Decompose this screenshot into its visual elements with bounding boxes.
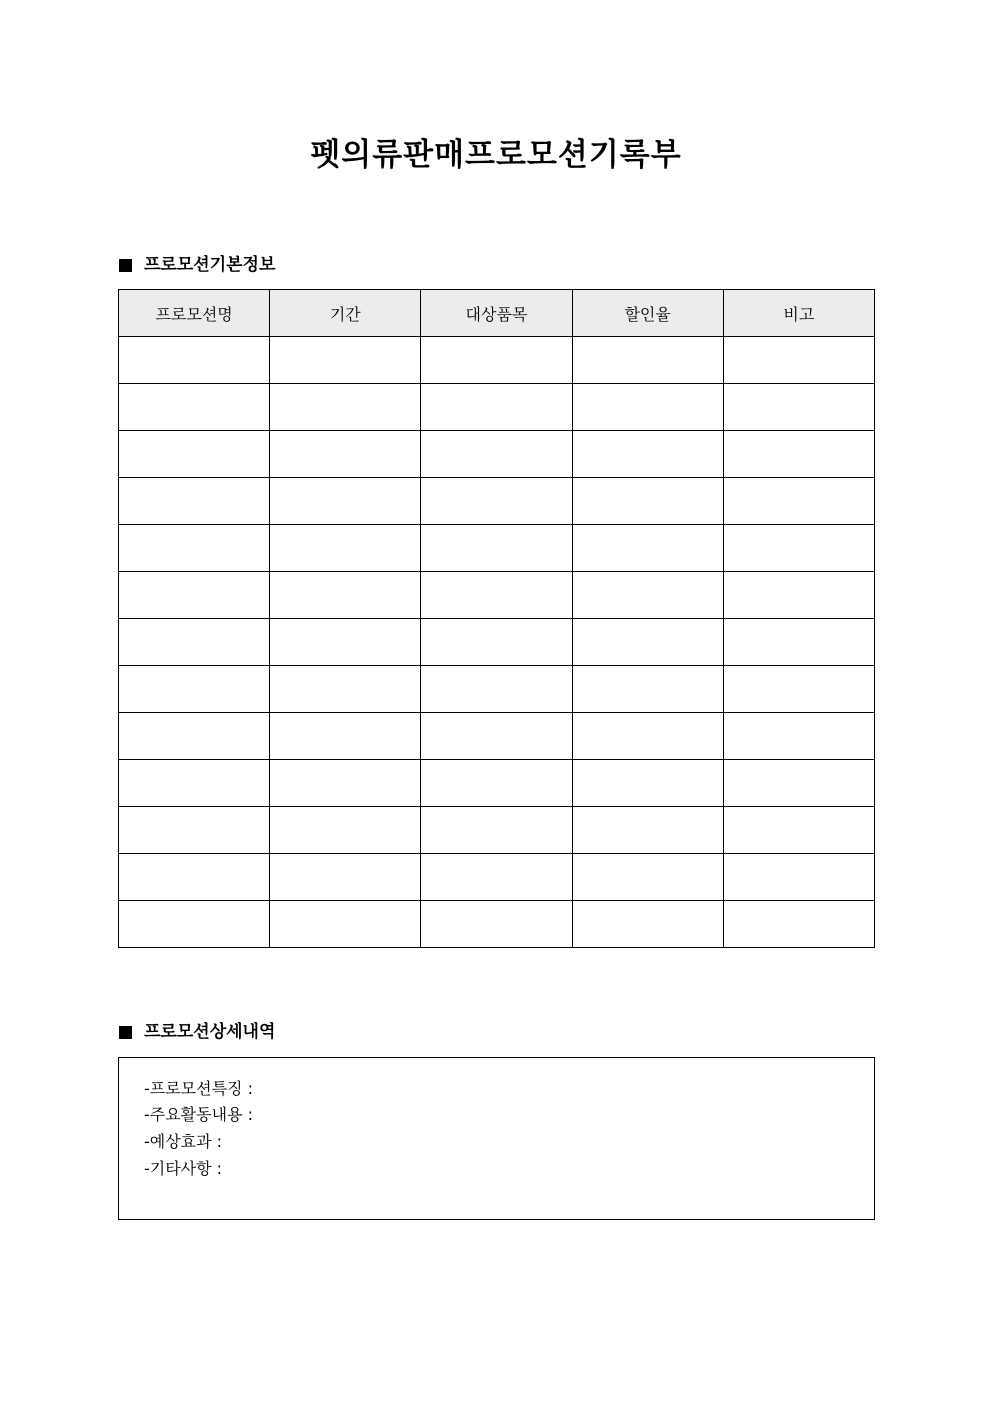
table-cell[interactable] xyxy=(723,901,874,948)
table-cell[interactable] xyxy=(421,337,572,384)
table-cell[interactable] xyxy=(421,760,572,807)
table-header-row xyxy=(119,290,875,337)
table-cell[interactable] xyxy=(723,478,874,525)
table-cell[interactable] xyxy=(723,384,874,431)
table-cell[interactable] xyxy=(421,713,572,760)
column-header-target-items: 대상품목 xyxy=(421,290,572,337)
table-cell[interactable] xyxy=(270,807,421,854)
table-cell[interactable] xyxy=(119,666,270,713)
table-cell[interactable] xyxy=(421,431,572,478)
table-cell[interactable] xyxy=(270,384,421,431)
table-cell[interactable] xyxy=(572,901,723,948)
column-header-promotion-name: 프로모션명 xyxy=(119,290,270,337)
table-cell[interactable] xyxy=(421,384,572,431)
table-cell[interactable] xyxy=(270,619,421,666)
table-cell[interactable] xyxy=(723,713,874,760)
table-cell[interactable] xyxy=(270,525,421,572)
table-cell[interactable] xyxy=(421,572,572,619)
table-cell[interactable] xyxy=(119,901,270,948)
table-cell[interactable] xyxy=(119,760,270,807)
table-cell[interactable] xyxy=(270,337,421,384)
table-cell[interactable] xyxy=(572,478,723,525)
column-header-period: 기간 xyxy=(270,290,421,337)
table-cell[interactable] xyxy=(572,384,723,431)
table-row xyxy=(119,572,875,619)
table-cell[interactable] xyxy=(572,619,723,666)
table-row xyxy=(119,384,875,431)
table-cell[interactable] xyxy=(723,619,874,666)
table-cell[interactable] xyxy=(421,854,572,901)
document-title: 펫의류판매프로모션기록부 xyxy=(310,137,682,173)
table-cell[interactable] xyxy=(119,713,270,760)
detail-line-expected-effects: -예상효과 : xyxy=(144,1132,223,1151)
table-cell[interactable] xyxy=(119,572,270,619)
table-row xyxy=(119,478,875,525)
table-cell[interactable] xyxy=(119,384,270,431)
black-square-icon xyxy=(119,1026,132,1039)
table-row xyxy=(119,337,875,384)
table-cell[interactable] xyxy=(723,807,874,854)
table-cell[interactable] xyxy=(119,525,270,572)
table-cell[interactable] xyxy=(421,901,572,948)
section-heading-basic-info xyxy=(119,253,275,277)
table-cell[interactable] xyxy=(723,572,874,619)
table-cell[interactable] xyxy=(270,760,421,807)
table-row xyxy=(119,807,875,854)
table-cell[interactable] xyxy=(723,525,874,572)
table-cell[interactable] xyxy=(723,431,874,478)
detail-line-features: -프로모션특징 : xyxy=(144,1079,253,1098)
table-cell[interactable] xyxy=(119,854,270,901)
table-cell[interactable] xyxy=(572,854,723,901)
table-row xyxy=(119,666,875,713)
table-cell[interactable] xyxy=(421,807,572,854)
table-cell[interactable] xyxy=(270,478,421,525)
table-cell[interactable] xyxy=(270,666,421,713)
table-cell[interactable] xyxy=(723,760,874,807)
detail-line-main-activities: -주요활동내용 : xyxy=(144,1105,253,1124)
table-cell[interactable] xyxy=(572,525,723,572)
table-cell[interactable] xyxy=(723,854,874,901)
detail-line-other-notes: -기타사항 : xyxy=(144,1159,223,1178)
table-cell[interactable] xyxy=(572,760,723,807)
table-cell[interactable] xyxy=(421,666,572,713)
table-cell[interactable] xyxy=(572,431,723,478)
table-cell[interactable] xyxy=(270,854,421,901)
table-row xyxy=(119,431,875,478)
table-row xyxy=(119,760,875,807)
table-cell[interactable] xyxy=(119,807,270,854)
column-header-remarks: 비고 xyxy=(723,290,874,337)
table-cell[interactable] xyxy=(572,666,723,713)
promotion-info-table xyxy=(118,289,875,948)
section-heading-label: 프로모션기본정보 xyxy=(144,255,276,275)
table-cell[interactable] xyxy=(572,572,723,619)
table-cell[interactable] xyxy=(119,431,270,478)
table-cell[interactable] xyxy=(119,478,270,525)
table-row xyxy=(119,525,875,572)
black-square-icon xyxy=(119,259,132,272)
table-cell[interactable] xyxy=(723,666,874,713)
table-cell[interactable] xyxy=(270,901,421,948)
table-row xyxy=(119,854,875,901)
section-heading-label: 프로모션상세내역 xyxy=(144,1022,276,1042)
promotion-details-box xyxy=(118,1057,875,1220)
section-heading-details xyxy=(119,1020,275,1044)
table-row xyxy=(119,713,875,760)
table-cell[interactable] xyxy=(572,337,723,384)
table-cell[interactable] xyxy=(119,337,270,384)
table-cell[interactable] xyxy=(421,525,572,572)
table-cell[interactable] xyxy=(421,619,572,666)
table-cell[interactable] xyxy=(572,713,723,760)
table-cell[interactable] xyxy=(572,807,723,854)
table-cell[interactable] xyxy=(270,431,421,478)
table-row xyxy=(119,619,875,666)
column-header-discount-rate: 할인율 xyxy=(572,290,723,337)
table-cell[interactable] xyxy=(270,713,421,760)
table-cell[interactable] xyxy=(723,337,874,384)
table-cell[interactable] xyxy=(421,478,572,525)
table-cell[interactable] xyxy=(119,619,270,666)
table-cell[interactable] xyxy=(270,572,421,619)
table-row xyxy=(119,901,875,948)
